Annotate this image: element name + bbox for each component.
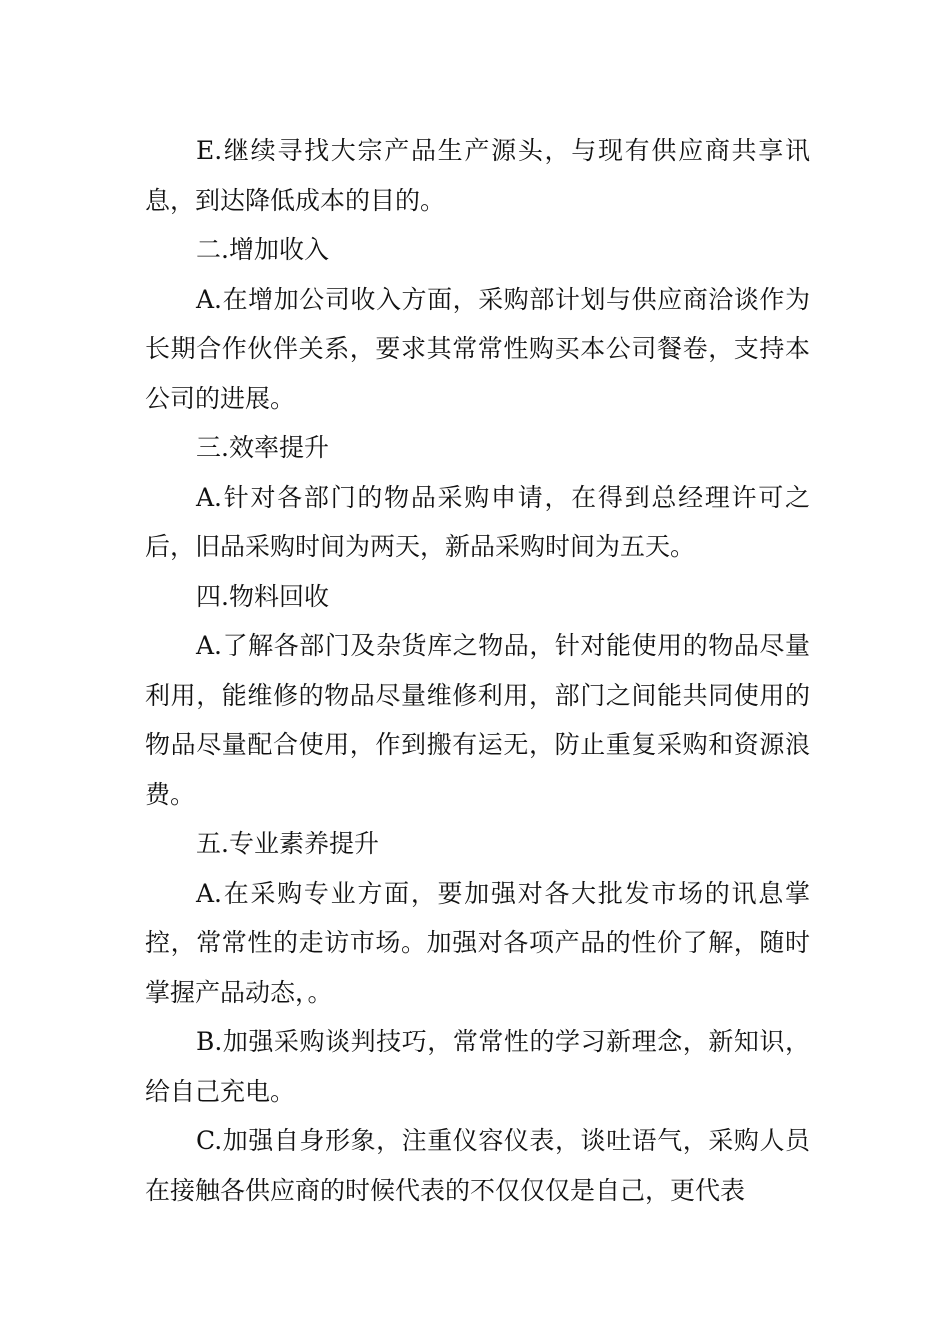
paragraph-3a-efficiency: A.针对各部门的物品采购申请，在得到总经理许可之后，旧品采购时间为两天，新品采购时间为五天。 <box>145 482 810 561</box>
section-heading-5: 五.专业素养提升 <box>196 829 379 858</box>
paragraph-1e-sourcing: E.继续寻找大宗产品生产源头，与现有供应商共享讯息，到达降低成本的目的。 <box>145 136 810 215</box>
document-body <box>145 126 810 1215</box>
paragraph-2a-revenue: A.在增加公司收入方面，采购部计划与供应商洽谈作为长期合作伙伴关系，要求其常常性购买本公司餐卷，支持本公司的进展。 <box>145 284 810 413</box>
section-heading-2: 二.增加收入 <box>196 235 329 264</box>
section-heading-4: 四.物料回收 <box>196 581 329 611</box>
section-heading-3: 三.效率提升 <box>196 433 329 462</box>
paragraph-5a-market: A.在采购专业方面，要加强对各大批发市场的讯息掌控，常常性的走访市场。加强对各项产品的性价了解，随时掌握产品动态，。 <box>145 878 810 1007</box>
paragraph-5b-negotiation: B.加强采购谈判技巧，常常性的学习新理念，新知识，给自己充电。 <box>145 1027 810 1106</box>
paragraph-4a-recycling: A.了解各部门及杂货库之物品，针对能使用的物品尽量利用，能维修的物品尽量维修利用，部门之间能共同使用的物品尽量配合使用，作到搬有运无，防止重复采购和资源浪费。 <box>145 631 810 809</box>
paragraph-5c-image: C.加强自身形象，注重仪容仪表，谈吐语气，采购人员在接触各供应商的时候代表的不仅仅仅是自己，更代表 <box>145 1126 810 1205</box>
